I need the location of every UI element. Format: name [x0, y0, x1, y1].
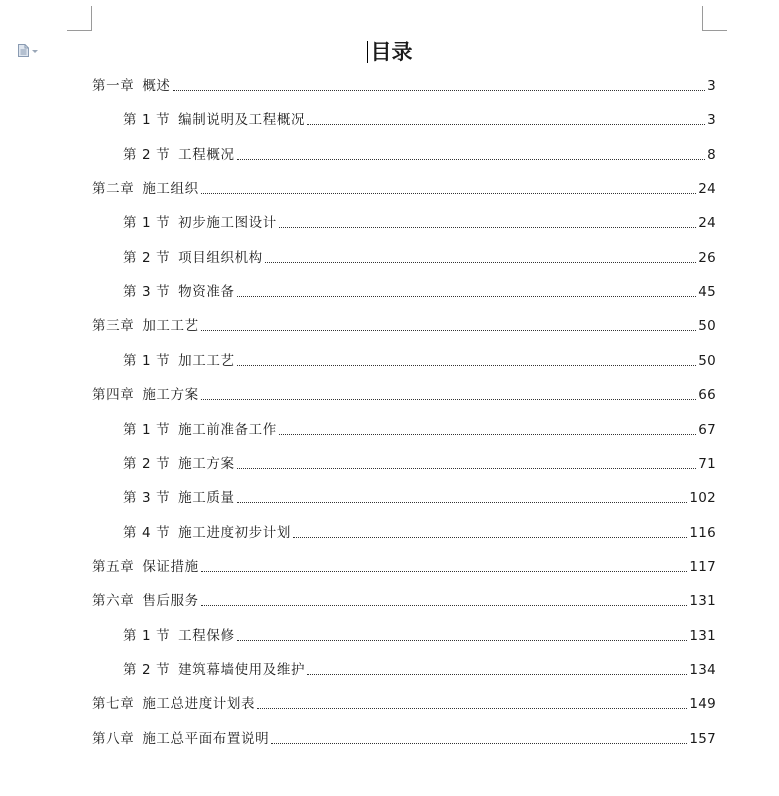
toc-entry-number: 第 1 节 — [123, 215, 171, 232]
toc-entry-label — [123, 352, 235, 370]
toc-entry-text: 施工前准备工作 — [178, 421, 277, 438]
toc-entry-label — [92, 592, 199, 610]
toc-entry-number: 第八章 — [92, 730, 135, 747]
toc-entry-text: 施工质量 — [178, 490, 235, 507]
toc-entry-label — [123, 455, 235, 473]
toc-section-entry[interactable] — [123, 352, 716, 370]
toc-dot-leader — [237, 639, 688, 641]
toc-dot-leader — [257, 707, 687, 709]
document-title[interactable] — [367, 38, 413, 66]
toc-chapter-entry[interactable] — [92, 695, 716, 713]
toc-page-number: 134 — [689, 661, 716, 678]
toc-section-entry[interactable] — [123, 421, 716, 439]
toc-page-number: 149 — [689, 696, 716, 713]
toc-entry-label — [123, 421, 277, 439]
page-corner-mark-right — [702, 6, 727, 31]
toc-dot-leader — [201, 398, 697, 400]
toc-dot-leader — [279, 226, 696, 228]
toc-page-number: 24 — [698, 181, 716, 198]
toc-page-number: 8 — [707, 146, 716, 163]
toc-dot-leader — [173, 89, 706, 91]
toc-entry-text: 概述 — [142, 78, 171, 94]
toc-chapter-entry[interactable] — [92, 317, 716, 335]
toc-page-number: 50 — [698, 352, 716, 369]
toc-chapter-entry[interactable] — [92, 592, 716, 610]
toc-entry-number: 第 1 节 — [123, 112, 171, 129]
toc-dot-leader — [293, 536, 687, 538]
toc-chapter-entry[interactable] — [92, 730, 716, 748]
toc-dot-leader — [201, 570, 688, 572]
toc-section-entry[interactable] — [123, 489, 716, 507]
toc-entry-number: 第 2 节 — [123, 249, 171, 266]
toc-entry-label — [92, 317, 199, 335]
toc-dot-leader — [307, 123, 705, 125]
toc-entry-number: 第 2 节 — [123, 455, 171, 472]
toc-entry-number: 第 3 节 — [123, 284, 171, 301]
document-title-text: 目录 — [370, 39, 413, 64]
toc-entry-text: 项目组织机构 — [178, 249, 263, 266]
title-container — [0, 38, 779, 66]
toc-chapter-entry[interactable] — [92, 558, 716, 576]
toc-entry-number: 第 1 节 — [123, 627, 171, 644]
toc-entry-text: 施工组织 — [142, 181, 199, 198]
toc-section-entry[interactable] — [123, 249, 716, 267]
toc-entry-number: 第一章 — [92, 78, 135, 94]
toc-entry-number: 第 2 节 — [123, 146, 171, 163]
toc-dot-leader — [201, 329, 697, 331]
toc-entry-text: 工程概况 — [178, 146, 235, 163]
toc-dot-leader — [237, 364, 697, 366]
toc-dot-leader — [237, 295, 697, 297]
toc-entry-number: 第三章 — [92, 318, 135, 335]
toc-section-entry[interactable] — [123, 661, 716, 679]
toc-entry-text: 施工总进度计划表 — [142, 696, 256, 713]
toc-entry-label — [92, 77, 171, 95]
toc-entry-text: 施工方案 — [142, 387, 199, 404]
toc-page-number: 26 — [698, 249, 716, 266]
toc-entry-label — [92, 695, 255, 713]
toc-entry-label — [123, 214, 277, 232]
toc-page-number: 24 — [698, 215, 716, 232]
toc-entry-text: 编制说明及工程概况 — [178, 112, 306, 129]
toc-page-number: 50 — [698, 318, 716, 335]
toc-dot-leader — [237, 501, 688, 503]
toc-chapter-entry[interactable] — [92, 386, 716, 404]
toc-entry-label — [92, 180, 199, 198]
toc-entry-text: 施工方案 — [178, 455, 235, 472]
toc-entry-number: 第 1 节 — [123, 421, 171, 438]
toc-dot-leader — [237, 467, 697, 469]
toc-entry-number: 第二章 — [92, 181, 135, 198]
toc-entry-text: 保证措施 — [142, 558, 199, 575]
toc-section-entry[interactable] — [123, 111, 716, 129]
toc-entry-label — [123, 146, 235, 164]
toc-page-number: 131 — [689, 593, 716, 610]
toc-entry-number: 第 3 节 — [123, 490, 171, 507]
toc-entry-number: 第六章 — [92, 593, 135, 610]
toc-section-entry[interactable] — [123, 214, 716, 232]
toc-page-number: 3 — [707, 112, 716, 129]
toc-entry-text: 加工工艺 — [142, 318, 199, 335]
page-corner-mark-left — [67, 6, 92, 31]
toc-chapter-entry[interactable] — [92, 77, 716, 95]
toc-page-number: 66 — [698, 387, 716, 404]
toc-entry-text: 施工进度初步计划 — [178, 524, 291, 541]
toc-entry-label — [123, 524, 291, 542]
toc-page-number: 116 — [689, 524, 716, 541]
toc-dot-leader — [307, 673, 687, 675]
toc-entry-label — [123, 283, 235, 301]
toc-page-number: 117 — [689, 558, 716, 575]
toc-entry-text: 初步施工图设计 — [178, 215, 277, 232]
toc-dot-leader — [271, 742, 687, 744]
toc-entry-number: 第 4 节 — [123, 524, 171, 541]
toc-section-entry[interactable] — [123, 146, 716, 164]
toc-entry-number: 第五章 — [92, 558, 135, 575]
toc-dot-leader — [279, 433, 696, 435]
toc-dot-leader — [201, 604, 688, 606]
toc-section-entry[interactable] — [123, 283, 716, 301]
toc-entry-number: 第 1 节 — [123, 352, 171, 369]
toc-chapter-entry[interactable] — [92, 180, 716, 198]
toc-page-number: 131 — [689, 627, 716, 644]
toc-entry-label — [123, 627, 235, 645]
toc-entry-label — [123, 661, 305, 679]
toc-entry-text: 建筑幕墙使用及维护 — [178, 661, 306, 678]
toc-page-number: 157 — [689, 730, 716, 747]
toc-page-number: 45 — [698, 284, 716, 301]
toc-entry-label — [123, 249, 263, 267]
toc-section-entry[interactable] — [123, 627, 716, 645]
toc-page-number: 102 — [689, 490, 716, 507]
text-cursor — [367, 41, 368, 63]
toc-section-entry[interactable] — [123, 524, 716, 542]
toc-entry-label — [123, 489, 235, 507]
toc-page-number: 67 — [698, 421, 716, 438]
toc-dot-leader — [201, 192, 697, 194]
toc-entry-number: 第 2 节 — [123, 661, 171, 678]
toc-entry-text: 加工工艺 — [178, 352, 235, 369]
toc-entry-label — [92, 558, 199, 576]
toc-dot-leader — [265, 261, 696, 263]
toc-page-number: 3 — [707, 78, 716, 94]
toc-entry-label — [123, 111, 305, 129]
toc-entry-text: 售后服务 — [142, 593, 199, 610]
toc-dot-leader — [237, 158, 706, 160]
toc-entry-text: 施工总平面布置说明 — [142, 730, 270, 747]
toc-entry-text: 工程保修 — [178, 627, 235, 644]
toc-entry-number: 第四章 — [92, 387, 135, 404]
toc-entry-number: 第七章 — [92, 696, 135, 713]
toc-entry-label — [92, 386, 199, 404]
toc-page-number: 71 — [698, 455, 716, 472]
toc-entry-label — [92, 730, 269, 748]
toc-section-entry[interactable] — [123, 455, 716, 473]
toc-entry-text: 物资准备 — [178, 284, 235, 301]
